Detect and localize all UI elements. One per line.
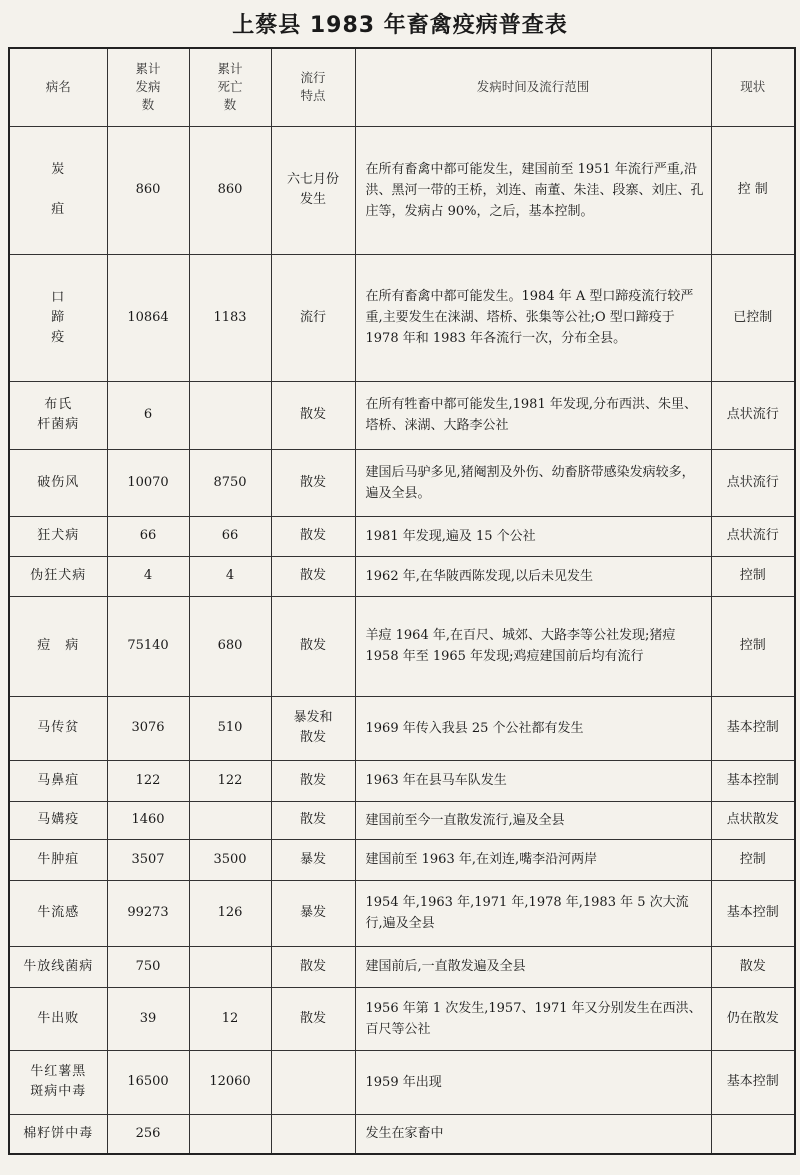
cell-status: 仍在散发 bbox=[711, 987, 795, 1050]
cell-cases: 10070 bbox=[107, 449, 189, 516]
cell-deaths: 510 bbox=[189, 696, 271, 760]
cell-cases: 16500 bbox=[107, 1050, 189, 1114]
cell-trait: 暴发和 散发 bbox=[271, 696, 355, 760]
cell-name: 牛流感 bbox=[9, 880, 107, 946]
cell-scope: 1954 年,1963 年,1971 年,1978 年,1983 年 5 次大流行,遍及全县 bbox=[355, 880, 711, 946]
cell-deaths: 680 bbox=[189, 596, 271, 696]
cell-status: 点状流行 bbox=[711, 381, 795, 449]
cell-status: 控 制 bbox=[711, 126, 795, 254]
cell-deaths: 860 bbox=[189, 126, 271, 254]
cell-name: 口 蹄 疫 bbox=[9, 254, 107, 381]
cell-cases: 122 bbox=[107, 760, 189, 801]
cell-deaths: 126 bbox=[189, 880, 271, 946]
cell-scope: 1956 年第 1 次发生,1957、1971 年又分别发生在西洪、百尺等公社 bbox=[355, 987, 711, 1050]
cell-trait: 散发 bbox=[271, 596, 355, 696]
cell-scope: 1962 年,在华陂西陈发现,以后未见发生 bbox=[355, 556, 711, 596]
cell-status: 基本控制 bbox=[711, 1050, 795, 1114]
cell-name: 牛放线菌病 bbox=[9, 946, 107, 987]
cell-trait: 流行 bbox=[271, 254, 355, 381]
survey-table bbox=[8, 47, 796, 1155]
cell-cases: 39 bbox=[107, 987, 189, 1050]
cell-name: 马传贫 bbox=[9, 696, 107, 760]
cell-status: 控制 bbox=[711, 596, 795, 696]
table-row bbox=[9, 254, 795, 381]
cell-cases: 3076 bbox=[107, 696, 189, 760]
cell-deaths bbox=[189, 946, 271, 987]
cell-name: 马媾疫 bbox=[9, 801, 107, 839]
page-title: 上蔡县 1983 年畜禽疫病普查表 bbox=[232, 13, 568, 38]
table-row bbox=[9, 449, 795, 516]
cell-status: 点状散发 bbox=[711, 801, 795, 839]
cell-status: 基本控制 bbox=[711, 696, 795, 760]
cell-deaths: 66 bbox=[189, 516, 271, 556]
cell-scope: 1981 年发现,遍及 15 个公社 bbox=[355, 516, 711, 556]
cell-name: 马鼻疽 bbox=[9, 760, 107, 801]
cell-trait bbox=[271, 1114, 355, 1154]
cell-scope: 在所有畜禽中都可能发生，建国前至 1951 年流行严重,沿洪、黑河一带的王桥，刘连、南董、朱洼、段寨、刘庄、孔庄等，发病占 90%，之后，基本控制。 bbox=[355, 126, 711, 254]
cell-deaths: 8750 bbox=[189, 449, 271, 516]
cell-scope: 羊痘 1964 年,在百尺、城郊、大路李等公社发现;猪痘 1958 年至 1965 年发现;鸡痘建国前后均有流行 bbox=[355, 596, 711, 696]
table-row bbox=[9, 516, 795, 556]
table-row bbox=[9, 126, 795, 254]
table-row bbox=[9, 801, 795, 839]
cell-deaths bbox=[189, 1114, 271, 1154]
cell-cases: 3507 bbox=[107, 839, 189, 880]
cell-deaths: 12 bbox=[189, 987, 271, 1050]
cell-deaths: 12060 bbox=[189, 1050, 271, 1114]
cell-cases: 256 bbox=[107, 1114, 189, 1154]
cell-deaths: 4 bbox=[189, 556, 271, 596]
header-scope: 发病时间及流行范围 bbox=[355, 48, 711, 126]
cell-name: 痘 病 bbox=[9, 596, 107, 696]
header-name: 病名 bbox=[9, 48, 107, 126]
cell-cases: 10864 bbox=[107, 254, 189, 381]
cell-trait: 散发 bbox=[271, 516, 355, 556]
cell-cases: 66 bbox=[107, 516, 189, 556]
cell-cases: 99273 bbox=[107, 880, 189, 946]
cell-trait: 散发 bbox=[271, 449, 355, 516]
cell-name: 布氏 杆菌病 bbox=[9, 381, 107, 449]
cell-name: 狂犬病 bbox=[9, 516, 107, 556]
table-row bbox=[9, 987, 795, 1050]
table-row bbox=[9, 880, 795, 946]
cell-name: 伪狂犬病 bbox=[9, 556, 107, 596]
cell-scope: 在所有畜禽中都可能发生。1984 年 A 型口蹄疫流行较严重,主要发生在涞湖、塔桥、张集等公社;O 型口蹄疫于 1978 年和 1983 年各流行一次，分布全县。 bbox=[355, 254, 711, 381]
cell-trait: 暴发 bbox=[271, 880, 355, 946]
cell-scope: 1969 年传入我县 25 个公社都有发生 bbox=[355, 696, 711, 760]
table-row bbox=[9, 946, 795, 987]
cell-status: 已控制 bbox=[711, 254, 795, 381]
cell-trait bbox=[271, 1050, 355, 1114]
table-row bbox=[9, 839, 795, 880]
table-row bbox=[9, 381, 795, 449]
table-row bbox=[9, 760, 795, 801]
cell-trait: 散发 bbox=[271, 987, 355, 1050]
header-row bbox=[9, 48, 795, 126]
cell-status: 控制 bbox=[711, 556, 795, 596]
cell-cases: 75140 bbox=[107, 596, 189, 696]
cell-scope: 建国前至 1963 年,在刘连,嘴李沿河两岸 bbox=[355, 839, 711, 880]
cell-deaths bbox=[189, 801, 271, 839]
cell-trait: 散发 bbox=[271, 801, 355, 839]
header-status: 现状 bbox=[711, 48, 795, 126]
cell-name: 炭 疽 bbox=[9, 126, 107, 254]
cell-deaths: 1183 bbox=[189, 254, 271, 381]
cell-status: 点状流行 bbox=[711, 516, 795, 556]
cell-name: 牛肿疽 bbox=[9, 839, 107, 880]
cell-cases: 6 bbox=[107, 381, 189, 449]
cell-scope: 建国前后,一直散发遍及全县 bbox=[355, 946, 711, 987]
cell-trait: 暴发 bbox=[271, 839, 355, 880]
table-row bbox=[9, 596, 795, 696]
cell-deaths: 122 bbox=[189, 760, 271, 801]
cell-deaths bbox=[189, 381, 271, 449]
header-trait: 流行 特点 bbox=[271, 48, 355, 126]
cell-status: 基本控制 bbox=[711, 760, 795, 801]
cell-scope: 1963 年在县马车队发生 bbox=[355, 760, 711, 801]
table-row bbox=[9, 1050, 795, 1114]
cell-status: 控制 bbox=[711, 839, 795, 880]
cell-name: 破伤风 bbox=[9, 449, 107, 516]
table-row bbox=[9, 556, 795, 596]
cell-status: 基本控制 bbox=[711, 880, 795, 946]
cell-name: 牛红薯黑 斑病中毒 bbox=[9, 1050, 107, 1114]
cell-status bbox=[711, 1114, 795, 1154]
header-deaths: 累计 死亡 数 bbox=[189, 48, 271, 126]
header-cases: 累计 发病 数 bbox=[107, 48, 189, 126]
cell-scope: 在所有牲畜中都可能发生,1981 年发现,分布西洪、朱里、塔桥、涞湖、大路李公社 bbox=[355, 381, 711, 449]
cell-scope: 建国后马驴多见,猪阉割及外伤、幼畜脐带感染发病较多，遍及全县。 bbox=[355, 449, 711, 516]
table-row bbox=[9, 1114, 795, 1154]
cell-trait: 六七月份 发生 bbox=[271, 126, 355, 254]
cell-status: 点状流行 bbox=[711, 449, 795, 516]
cell-scope: 建国前至今一直散发流行,遍及全县 bbox=[355, 801, 711, 839]
cell-status: 散发 bbox=[711, 946, 795, 987]
cell-scope: 1959 年出现 bbox=[355, 1050, 711, 1114]
cell-cases: 860 bbox=[107, 126, 189, 254]
cell-deaths: 3500 bbox=[189, 839, 271, 880]
cell-cases: 750 bbox=[107, 946, 189, 987]
cell-trait: 散发 bbox=[271, 946, 355, 987]
cell-cases: 1460 bbox=[107, 801, 189, 839]
cell-name: 牛出败 bbox=[9, 987, 107, 1050]
cell-name: 棉籽饼中毒 bbox=[9, 1114, 107, 1154]
cell-cases: 4 bbox=[107, 556, 189, 596]
cell-trait: 散发 bbox=[271, 760, 355, 801]
cell-scope: 发生在家畜中 bbox=[355, 1114, 711, 1154]
table-row bbox=[9, 696, 795, 760]
cell-trait: 散发 bbox=[271, 381, 355, 449]
cell-trait: 散发 bbox=[271, 556, 355, 596]
